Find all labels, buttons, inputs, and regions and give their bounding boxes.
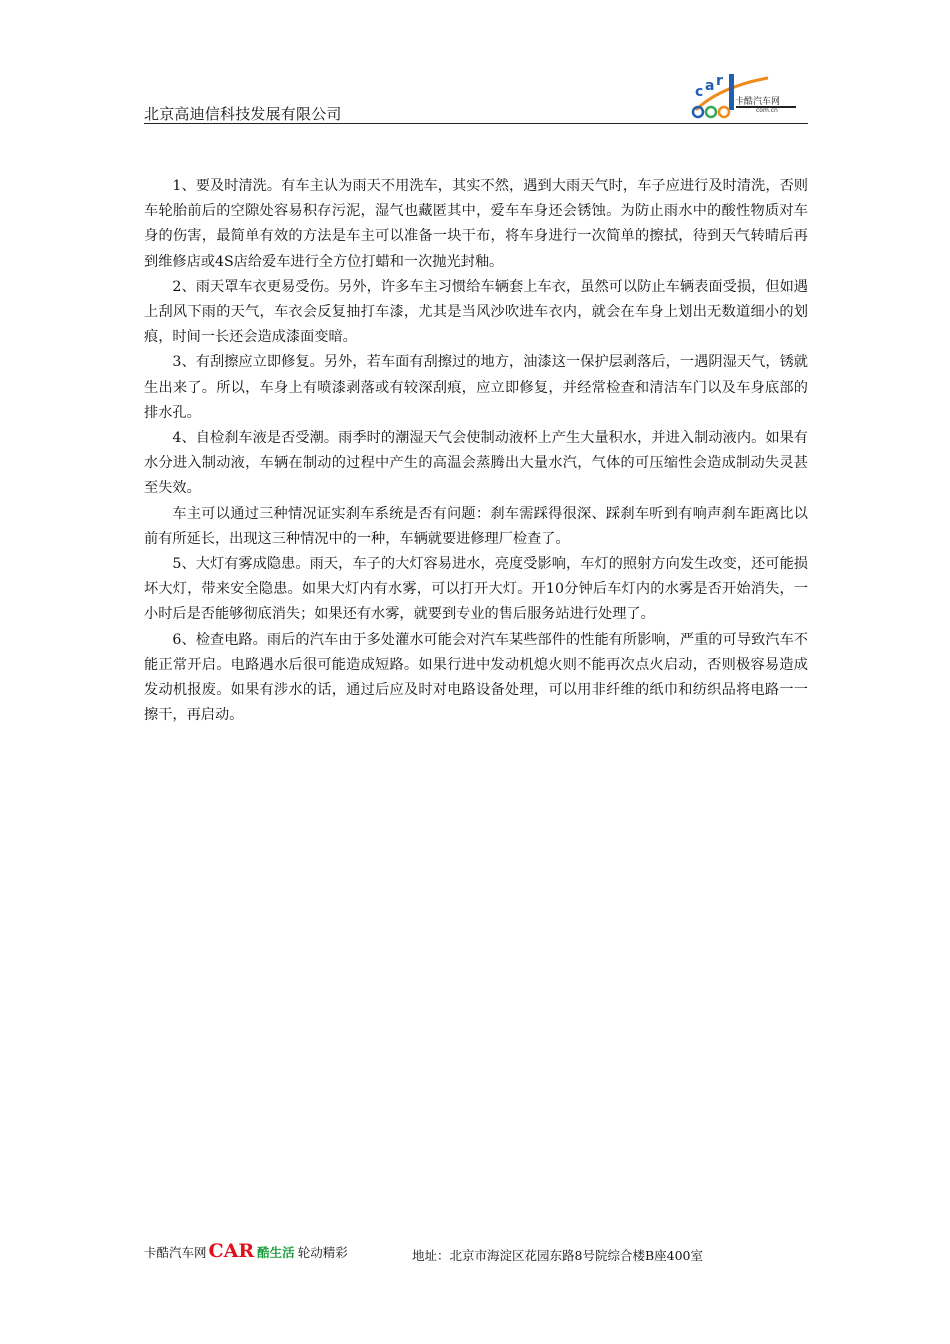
logo-letter-a: a [705,78,715,94]
logo-circle-green [706,107,716,117]
kaku-car-logo [690,70,810,122]
paragraph-2: 2、雨天罩车衣更易受伤。另外，许多车主习惯给车辆套上车衣，虽然可以防止车辆表面受损，但如遇上刮风下雨的天气，车衣会反复抽打车漆，尤其是当风沙吹进车衣内，就会在车身上划出无数道细小的划痕，时间一长还会造成漆面变暗。 [144,278,808,346]
paragraph-1: 1、要及时清洗。有车主认为雨天不用洗车，其实不然，遇到大雨天气时，车子应进行及时清洗，否则车轮胎前后的空隙处容易积存污泥，湿气也藏匿其中，爱车车身还会锈蚀。为防止雨水中的酸性物质对车身的伤害，最简单有效的方法是车主可以准备一块干布，将车身进行一次简单的擦拭，待到天气转晴后再到维修店或4S店给爱车进行全方位打蜡和一次抛光封釉。 [144,178,808,270]
article-body [144,174,808,728]
footer-slogan: 轮动精彩 [297,1245,348,1260]
paragraph-3: 3、有刮擦应立即修复。另外，若车面有刮擦过的地方，油漆这一保护层剥落后，一遇阴湿天气，锈就生出来了。所以，车身上有喷漆剥落或有较深刮痕，应立即修复，并经常检查和清洁车门以及车身底部的排水孔。 [144,354,808,421]
paragraph-7: 6、检查电路。雨后的汽车由于多处灌水可能会对汽车某些部件的性能有所影响，严重的可导致汽车不能正常开启。电路遇水后很可能造成短路。如果行进中发动机熄火则不能再次点火启动，否则极容易造成发动机报废。如果有涉水的话，通过后应及时对电路设备处理，可以用非纤维的纸巾和纺织品将电路一一擦干，再启动。 [144,631,808,724]
logo-l-bar [729,74,734,110]
footer-cool-life: 酷生活 [257,1245,295,1260]
page-footer [144,1240,808,1264]
paragraph-5: 车主可以通过三种情况证实刹车系统是否有问题：刹车需踩得很深、踩刹车听到有响声刹车距离比以前有所延长，出现这三种情况中的一种，车辆就要进修理厂检查了。 [144,505,808,547]
page-header [144,70,808,126]
company-name: 北京高迪信科技发展有限公司 [144,105,342,123]
paragraph-6: 5、大灯有雾成隐患。雨天，车子的大灯容易进水，亮度受影响，车灯的照射方向发生改变，还可能损坏大灯，带来安全隐患。如果大灯内有水雾，可以打开大灯。开10分钟后车灯内的水雾是否开始消失，一小时后是否能够彻底消失；如果还有水雾，就要到专业的售后服务站进行处理了。 [144,556,808,623]
logo-site-name: 卡酷汽车网 [735,97,781,107]
footer-car-brand: CAR [208,1240,255,1262]
paragraph-4: 4、自检刹车液是否受潮。雨季时的潮湿天气会使制动液杯上产生大量积水，并进入制动液内。如果有水分进入制动液，车辆在制动的过程中产生的高温会蒸腾出大量水汽，气体的可压缩性会造成制动失灵甚至失效。 [144,430,808,497]
footer-address: 地址：北京市海淀区花园东路8号院综合楼B座400室 [412,1248,703,1263]
logo-circle-orange [719,107,729,117]
header-divider [144,123,808,124]
logo-domain: com.cn [756,107,778,114]
logo-letter-r: r [716,73,723,89]
logo-letter-c: c [695,84,704,100]
footer-site-name: 卡酷汽车网 [144,1245,207,1260]
